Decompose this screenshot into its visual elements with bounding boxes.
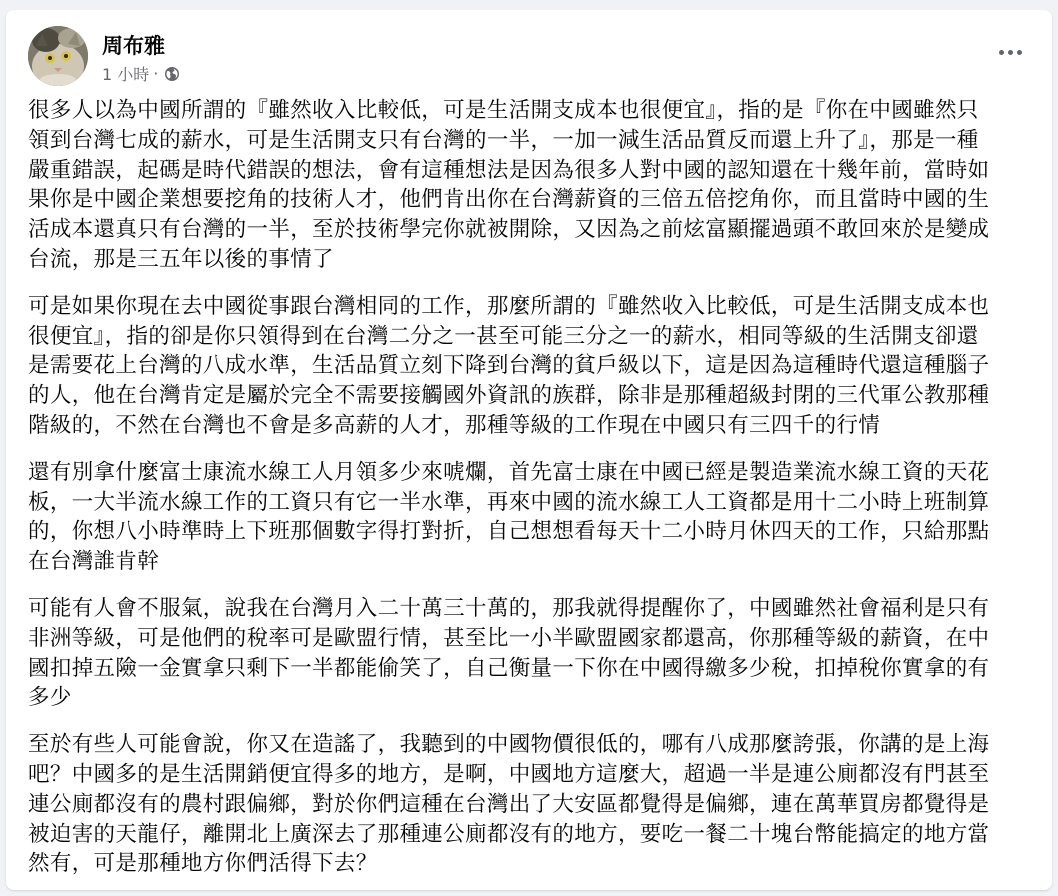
post-paragraph: 很多人以為中國所謂的『雖然收入比較低，可是生活開支成本也很便宜』，指的是『你在中國雖然只 領到台灣七成的薪水，可是生活開支只有台灣的一半，一加一減生活品質反而還上升了』，那是一種 嚴重錯誤，起碼是時代錯誤的想法，會有這種想法是因為很多人對中國的認知還在十幾年前，當時如 果你是中國企業想要挖角的技術人才，他們肯出你在台灣薪資的三倍五倍挖角你，而且當時中國的生 活成本還真只有台灣的一半，至於技術學完你就被開除，又因為之前炫富顯擺過頭不敢回來於是變成 台流，那是三五年以後的事情了 — [28, 98, 990, 272]
dot — [1017, 50, 1022, 55]
meta-separator: · — [153, 64, 159, 83]
post-header — [28, 26, 1028, 90]
post-text — [28, 96, 1028, 896]
post-paragraph: 還有別拿什麼富士康流水線工人月領多少來唬爛，首先富士康在中國已經是製造業流水線工資的天花 板，一大半流水線工作的工資只有它一半水準，再來中國的流水線工人工資都是用十二小時上班制算 的，你想八小時準時上下班那個數字得打對折，自己想想看每天十二小時月休四天的工作，只給那點 在台灣誰肯幹 — [28, 459, 990, 575]
dot — [999, 50, 1004, 55]
avatar[interactable] — [28, 26, 88, 86]
post-meta — [102, 62, 180, 85]
post-card — [6, 10, 1052, 890]
post-timestamp[interactable]: 1 小時 — [102, 65, 150, 84]
post-paragraph: 至於有些人可能會說，你又在造謠了，我聽到的中國物價很低的，哪有八成那麼誇張，你講的是上海 吧？中國多的是生活開銷便宜得多的地方，是啊，中國地方這麼大，超過一半是連公廁都沒有門甚至 連公廁都沒有的農村跟偏鄉，對於你們這種在台灣出了大安區都覺得是偏鄉，連在萬華買房都覺得是 被迫害的天龍仔，離開北上廣深去了那種連公廁都沒有的地方，要吃一餐二十塊台幣能搞定的地方當 然有，可是那種地方你們活得下去？ — [28, 732, 990, 877]
avatar-image — [28, 26, 88, 86]
post-paragraph: 可能有人會不服氣，說我在台灣月入二十萬三十萬的，那我就得提醒你了，中國雖然社會福利是只有 非洲等級，可是他們的稅率可是歐盟行情，甚至比一小半歐盟國家都還高，你那種等級的薪資，在中 國扣掉五險一金實拿只剩下一半都能偷笑了，自己衡量一下你在中國得繳多少稅，扣掉稅你實拿的有 多少 — [28, 595, 990, 711]
more-options-icon[interactable] — [992, 40, 1028, 64]
author-name[interactable]: 周布雅 — [102, 34, 165, 58]
dot — [1008, 50, 1013, 55]
globe-icon[interactable] — [164, 66, 180, 82]
post-paragraph: 可是如果你現在去中國從事跟台灣相同的工作，那麼所謂的『雖然收入比較低，可是生活開支成本也 很便宜』，指的卻是你只領得到在台灣二分之一甚至可能三分之一的薪水，相同等級的生活開支卻還 是需要花上台灣的八成水準，生活品質立刻下降到台灣的貧戶級以下，這是因為這種時代還這種腦子 的人，他在台灣肯定是屬於完全不需要接觸國外資訊的族群，除非是那種超級封閉的三代軍公教那種 階級的，不然在台灣也不會是多高薪的人才，那種等級的工作現在中國只有三四千的行情 — [28, 293, 990, 438]
